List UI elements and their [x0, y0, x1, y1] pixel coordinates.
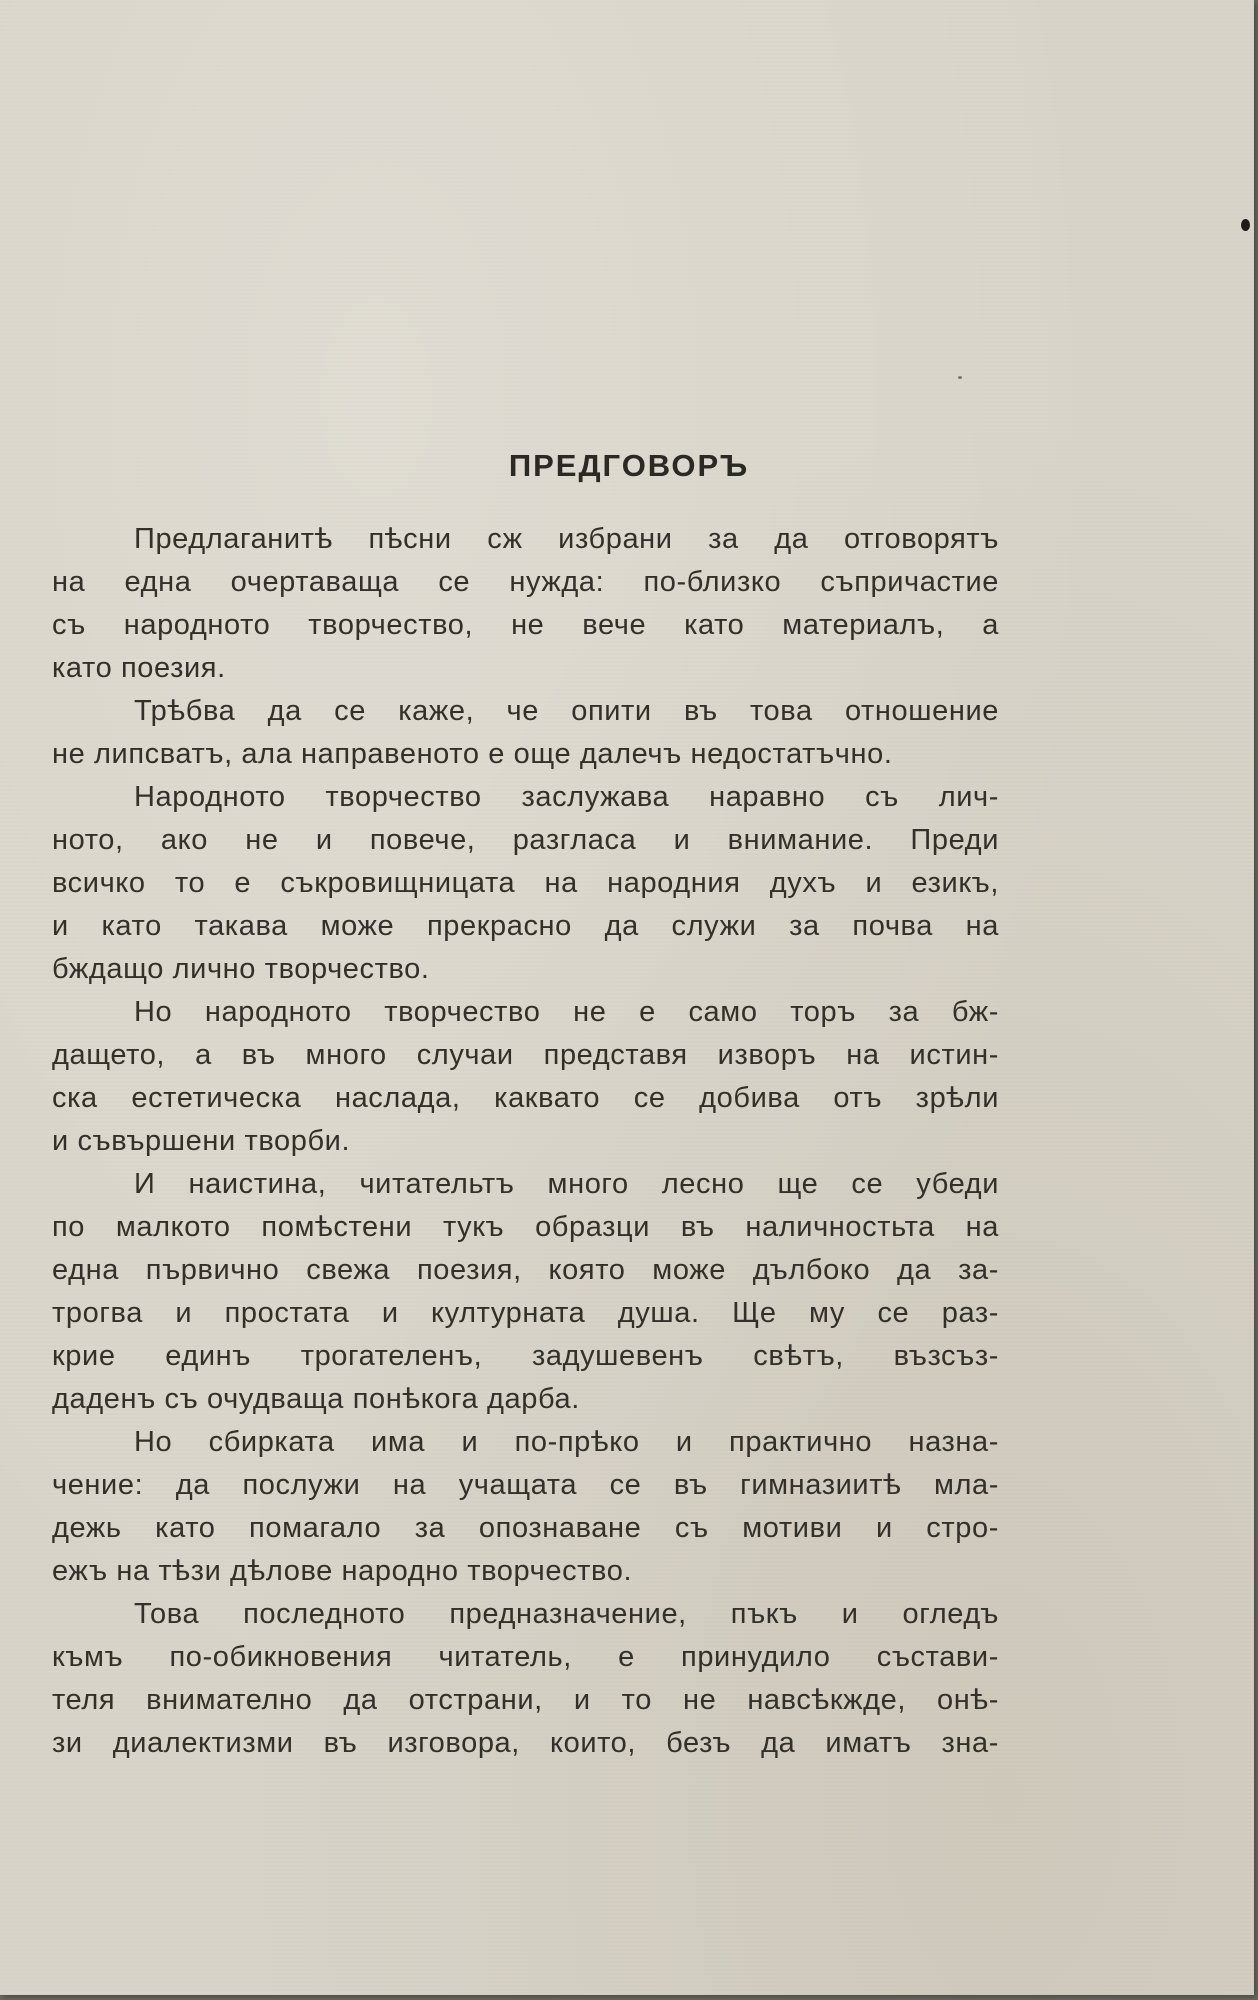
paragraph [52, 1593, 999, 1765]
text-line: дежь като помагало за опознаване съ мотиви и стро- [52, 1512, 999, 1544]
text-line: и съвършени творби. [52, 1125, 351, 1157]
text-line: Трѣбва да се каже, че опити въ това отношение [134, 695, 999, 727]
text-line: теля внимателно да отстрани, и то не навсѣкжде, онѣ- [52, 1684, 999, 1716]
text-line: къмъ по-обикновения читатель, е принудило състави- [52, 1641, 999, 1673]
text-line: една първично свежа поезия, която може дълбоко да за- [52, 1254, 999, 1286]
ink-speck [1241, 219, 1250, 231]
paragraph [52, 776, 999, 991]
paragraph [52, 1421, 999, 1593]
text-line: Това последното предназначение, пъкъ и огледъ [134, 1598, 999, 1630]
text-line: Народното творчество заслужава наравно съ лич- [134, 781, 999, 813]
paragraph [52, 690, 999, 776]
text-line: ното, ако не и повече, разгласа и внимание. Преди [52, 824, 999, 856]
text-line: по малкото помѣстени тукъ образци въ наличностьта на [52, 1211, 999, 1243]
text-line: Предлаганитѣ пѣсни сж избрани за да отговорятъ [134, 523, 999, 555]
text-line: съ народното творчество, не вече като материалъ, а [52, 609, 999, 641]
text-line: и като такава може прекрасно да служи за почва на [52, 910, 999, 942]
text-line: зи диалектизми въ изговора, които, безъ да иматъ зна- [52, 1727, 999, 1759]
text-line: крие единъ трогателенъ, задушевенъ свѣтъ, възсъз- [52, 1340, 999, 1372]
page-heading: ПРЕДГОВОРЪ [508, 448, 750, 483]
text-line: бждащо лично творчество. [52, 953, 430, 985]
text-line: даденъ съ очудваща понѣкога дарба. [52, 1383, 580, 1415]
text-line: ска естетическа наслада, каквато се добива отъ зрѣли [52, 1082, 999, 1114]
text-line: И наистина, читательтъ много лесно ще се убеди [134, 1168, 999, 1200]
text-line: Но сбирката има и по-прѣко и практично назна- [134, 1426, 999, 1458]
paragraph [52, 991, 999, 1163]
text-line: ежъ на тѣзи дѣлове народно творчество. [52, 1555, 633, 1587]
text-line: на една очертаваща се нужда: по-близко съпричастие [52, 566, 999, 598]
text-line: трогва и простата и културната душа. Ще му се раз- [52, 1297, 999, 1329]
preface-text [52, 518, 999, 1765]
text-line: не липсватъ, ала направеното е още далечъ недостатъчно. [52, 738, 893, 770]
paragraph [52, 1163, 999, 1421]
text-line: Но народното творчество не е само торъ за бж- [134, 996, 999, 1028]
text-line: като поезия. [52, 652, 226, 684]
text-line: дащето, а въ много случаи представя изворъ на истин- [52, 1039, 999, 1071]
text-line: чение: да послужи на учащата се въ гимназиитѣ мла- [52, 1469, 999, 1501]
ink-speck [958, 376, 962, 379]
text-line: всичко то е съкровищницата на народния духъ и езикъ, [52, 867, 999, 899]
paragraph [52, 518, 999, 690]
